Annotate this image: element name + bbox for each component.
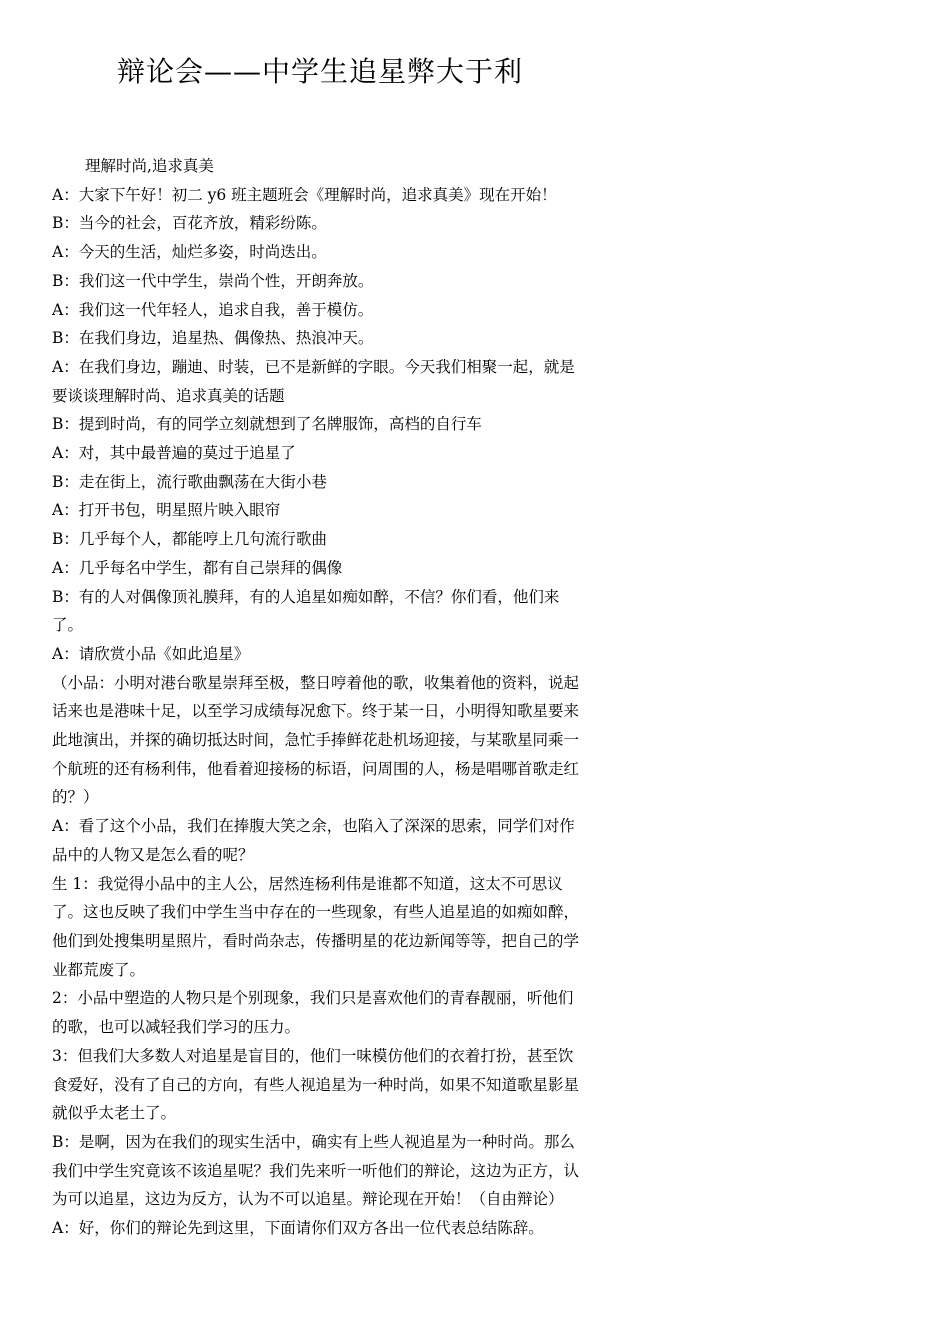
paragraph: B：我们这一代中学生，崇尚个性，开朗奔放。 (52, 271, 374, 290)
paragraph: A：好，你们的辩论先到这里，下面请你们双方各出一位代表总结陈辞。 (52, 1219, 544, 1238)
paragraph: A：大家下午好！初二 y6 班主题班会《理解时尚，追求真美》现在开始！ (52, 185, 557, 204)
paragraph: 3：但我们大多数人对追星是盲目的，他们一味模仿他们的衣着打扮，甚至饮食爱好，没有了自己的方向，有些人视追星为一种时尚，如果不知道歌星影星就似乎太老土了。 (52, 1046, 580, 1123)
paragraph: A：打开书包，明星照片映入眼帘 (52, 501, 281, 520)
paragraph: 2：小品中塑造的人物只是个别现象，我们只是喜欢他们的青春靓丽，听他们的歌，也可以减轻我们学习的压力。 (52, 989, 574, 1037)
paragraph: A：请欣赏小品《如此追星》 (52, 644, 250, 663)
section-subtitle: 理解时尚,追求真美 (85, 157, 214, 175)
paragraph: A：我们这一代年轻人，追求自我，善于模仿。 (52, 300, 374, 319)
paragraph: A：几乎每名中学生，都有自己崇拜的偶像 (52, 558, 343, 577)
paragraph: B：在我们身边，追星热、偶像热、热浪冲天。 (52, 329, 374, 348)
document-body (52, 152, 582, 1243)
paragraph: B：几乎每个人，都能哼上几句流行歌曲 (52, 530, 327, 549)
paragraph: B：提到时尚，有的同学立刻就想到了名牌服饰，高档的自行车 (52, 415, 482, 434)
paragraph: B：是啊，因为在我们的现实生活中，确实有上些人视追星为一种时尚。那么我们中学生究竟该不该追星呢？我们先来听一听他们的辩论，这边为正方，认为可以追星，这边为反方，认为不可以追星。辩论现在开始！（自由辩论） (52, 1132, 580, 1209)
paragraph: 生 1：我觉得小品中的主人公，居然连杨利伟是谁都不知道，这太不可思议了。这也反映了我们中学生当中存在的一些现象，有些人追星追的如痴如醉，他们到处搜集明星照片，看时尚杂志，传播明星的花边新闻等等，把自己的学业都荒废了。 (52, 874, 580, 979)
paragraph: A：对，其中最普遍的莫过于追星了 (52, 444, 296, 463)
skit-description: （小品：小明对港台歌星崇拜至极，整日哼着他的歌，收集着他的资料，说起话来也是港味十足，以至学习成绩每况愈下。终于某一日，小明得知歌星要来此地演出，并探的确切抵达时间，急忙手捧鲜花赴机场迎接，与某歌星同乘一个航班的还有杨利伟，他看着迎接杨的标语，问周围的人，杨是唱哪首歌走红的？） (52, 673, 580, 807)
paragraph: B：走在街上，流行歌曲飘荡在大街小巷 (52, 472, 327, 491)
paragraph: A：看了这个小品，我们在捧腹大笑之余，也陷入了深深的思索，同学们对作品中的人物又是怎么看的呢？ (52, 817, 575, 864)
paragraph: B：有的人对偶像顶礼膜拜，有的人追星如痴如醉，不信？你们看，他们来了。 (52, 587, 560, 635)
document-title: 辩论会——中学生追星弊大于利 (117, 55, 524, 88)
paragraph: B：当今的社会，百花齐放，精彩纷陈。 (52, 214, 327, 233)
paragraph: A：在我们身边，蹦迪、时装，已不是新鲜的字眼。今天我们相聚一起，就是要谈谈理解时尚、追求真美的话题 (52, 357, 575, 405)
paragraph: A：今天的生活，灿烂多姿，时尚迭出。 (52, 243, 327, 262)
